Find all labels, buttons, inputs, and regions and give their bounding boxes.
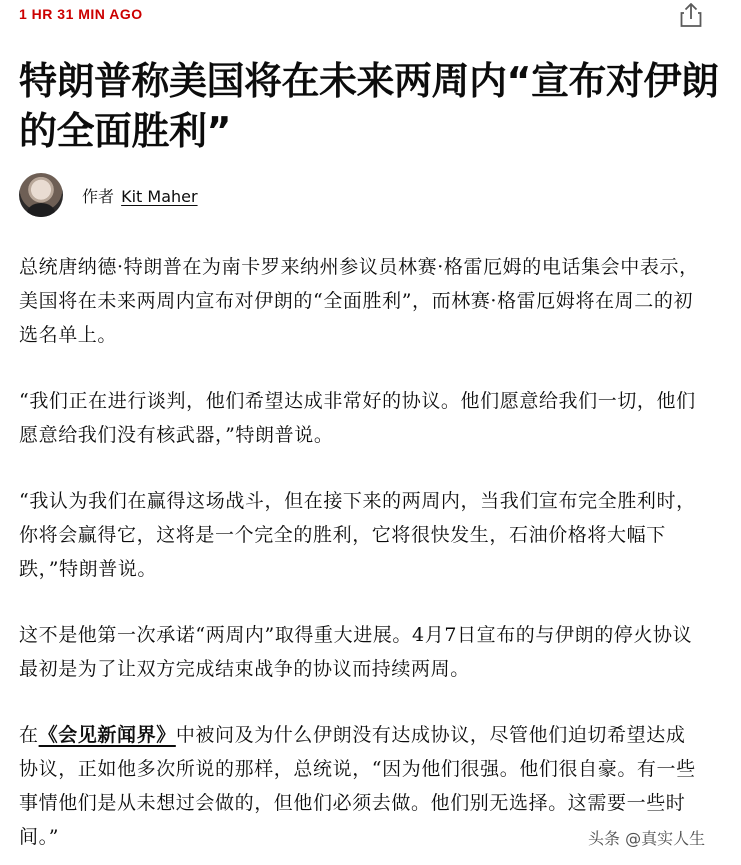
author-link[interactable]: Kit Maher <box>121 186 198 206</box>
share-icon <box>679 2 703 28</box>
byline <box>19 172 198 218</box>
article-body <box>19 250 699 854</box>
paragraph-2: “我们正在进行谈判，他们希望达成非常好的协议。他们愿意给我们一切，他们愿意给我们没有核武器，”特朗普说。 <box>19 390 696 446</box>
paragraph-1: 总统唐纳德·特朗普在为南卡罗来纳州参议员林赛·格雷厄姆的电话集会中表示，美国将在未来两周内宣布对伊朗的“全面胜利”，而林赛·格雷厄姆将在周二的初选名单上。 <box>19 256 699 346</box>
byline-text <box>82 184 198 207</box>
author-avatar[interactable] <box>19 173 63 217</box>
paragraph-5-suffix: 中被问及为什么伊朗没有达成协议，尽管他们迫切希望达成协议，正如他多次所说的那样，总统说，“因为他们很强。他们很自豪。有一些事情他们是从未想过会做的，但他们必须去做。他们别无选择。这需要一些时间。” <box>19 724 696 848</box>
paragraph-3: “我认为我们在赢得这场战斗，但在接下来的两周内，当我们宣布完全胜利时，你将会赢得它，这将是一个完全的胜利，它将很快发生，石油价格将大幅下跌，”特朗普说。 <box>19 490 696 580</box>
paragraph-5-prefix: 在 <box>19 724 39 746</box>
paragraph-4: 这不是他第一次承诺“两周内”取得重大进展。4月7日宣布的与伊朗的停火协议最初是为了让双方完成结束战争的协议而持续两周。 <box>19 624 693 680</box>
share-button[interactable] <box>679 2 703 28</box>
meet-the-press-link[interactable]: 《会见新闻界》 <box>38 724 176 746</box>
article-headline: 特朗普称美国将在未来两周内“宣布对伊朗的全面胜利” <box>19 59 719 153</box>
article-timestamp: 1 HR 31 MIN AGO <box>19 6 143 22</box>
byline-prefix: 作者 <box>82 186 115 206</box>
watermark: 头条 @真实人生 <box>588 829 706 848</box>
